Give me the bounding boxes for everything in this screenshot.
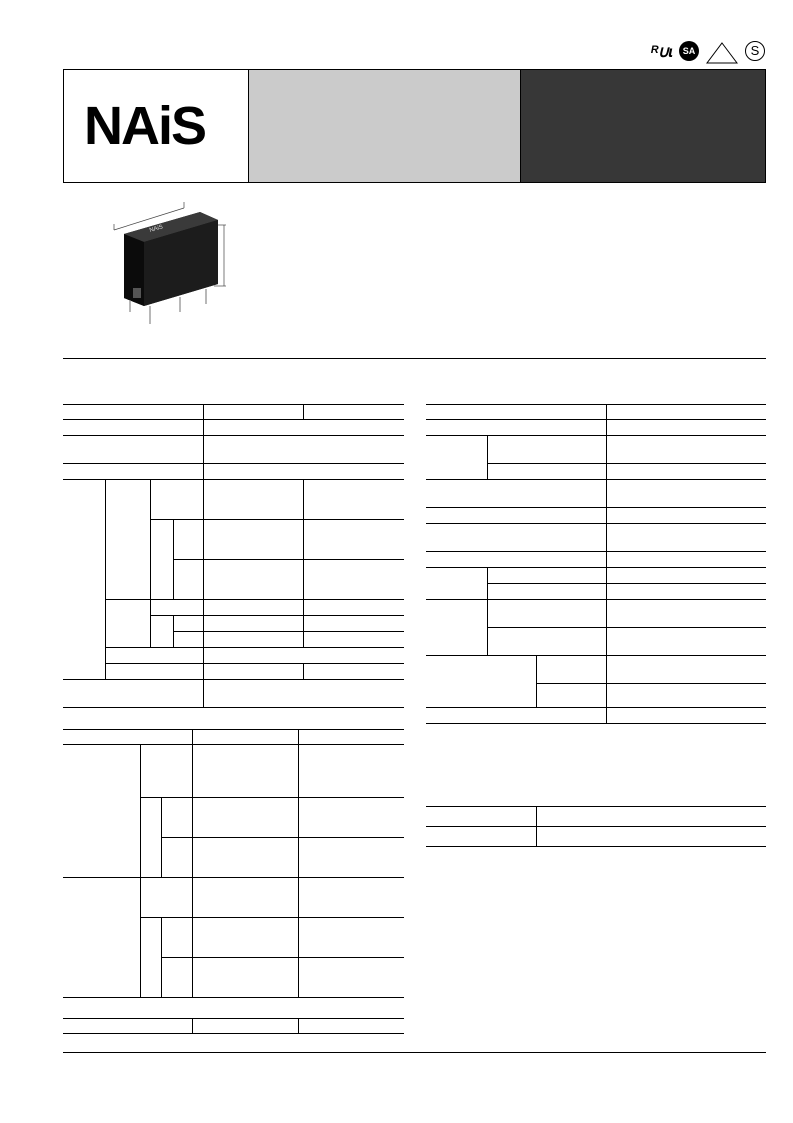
table-col-border <box>192 729 193 997</box>
title-panel <box>249 70 520 182</box>
section-divider <box>63 358 766 359</box>
table-col-border <box>536 806 537 846</box>
table-row-border <box>63 463 404 464</box>
table-row-border <box>105 647 404 648</box>
table-row-border <box>426 435 766 436</box>
table-col-border <box>536 655 537 707</box>
table-row-border <box>426 806 766 807</box>
table-row-border <box>426 567 766 568</box>
tuv-triangle-icon <box>706 42 738 64</box>
table-row-border <box>150 615 404 616</box>
table-row-border <box>63 435 404 436</box>
table-row-border <box>426 655 766 656</box>
semko-certification-icon: S <box>745 41 765 61</box>
csa-certification-icon: SA <box>679 41 699 61</box>
header-divider <box>248 70 249 182</box>
table-row-border <box>161 957 404 958</box>
table-row-border <box>63 729 404 730</box>
table-row-border <box>63 419 404 420</box>
page-bottom-rule <box>63 1052 766 1053</box>
table-col-border <box>303 404 304 419</box>
table-col-border <box>298 729 299 997</box>
table-col-border <box>303 663 304 679</box>
series-panel <box>521 70 765 182</box>
table-col-border <box>140 744 141 997</box>
table-row-border <box>487 463 766 464</box>
table-col-border <box>487 435 488 479</box>
table-row-border <box>426 707 766 708</box>
table-row-border <box>140 917 404 918</box>
table-row-border <box>140 797 404 798</box>
table-col-border <box>173 615 174 647</box>
table-row-border <box>426 479 766 480</box>
ul-certification-icon: ᴿ∪ɩ <box>650 44 672 61</box>
logo-panel <box>64 70 248 182</box>
table-row-border <box>426 404 766 405</box>
table-row-border <box>426 826 766 827</box>
table-row-border <box>63 679 404 680</box>
table-row-border <box>426 419 766 420</box>
table-row-border <box>63 479 404 480</box>
relay-marking: NAiS <box>148 224 164 234</box>
table-col-border <box>606 404 607 723</box>
table-row-border <box>173 631 404 632</box>
table-col-border <box>161 917 162 997</box>
header-divider <box>520 70 521 182</box>
table-row-border <box>426 599 766 600</box>
table-row-border <box>536 683 766 684</box>
table-col-border <box>173 519 174 599</box>
table-row-border <box>63 404 404 405</box>
table-row-border <box>426 507 766 508</box>
table-col-border <box>161 797 162 877</box>
nais-logo: NAiS <box>84 96 206 156</box>
table-row-border <box>63 877 404 878</box>
table-row-border <box>105 663 404 664</box>
table-row-border <box>173 559 404 560</box>
table-col-border <box>203 404 204 707</box>
table-row-border <box>63 707 404 708</box>
table-col-border <box>303 599 304 647</box>
table-row-border <box>426 523 766 524</box>
table-row-border <box>426 551 766 552</box>
table-col-border <box>150 479 151 647</box>
relay-product-photo <box>100 200 250 330</box>
table-col-border <box>105 479 106 679</box>
table-col-border <box>487 567 488 655</box>
table-row-border <box>150 519 404 520</box>
table-row-border <box>487 627 766 628</box>
table-col-border <box>298 1018 299 1033</box>
table-col-border <box>192 1018 193 1033</box>
table-row-border <box>63 997 404 998</box>
table-row-border <box>161 837 404 838</box>
table-row-border <box>426 846 766 847</box>
table-row-border <box>426 723 766 724</box>
table-row-border <box>63 1018 404 1019</box>
table-row-border <box>63 744 404 745</box>
table-col-border <box>303 479 304 599</box>
table-row-border <box>487 583 766 584</box>
table-row-border <box>63 1033 404 1034</box>
